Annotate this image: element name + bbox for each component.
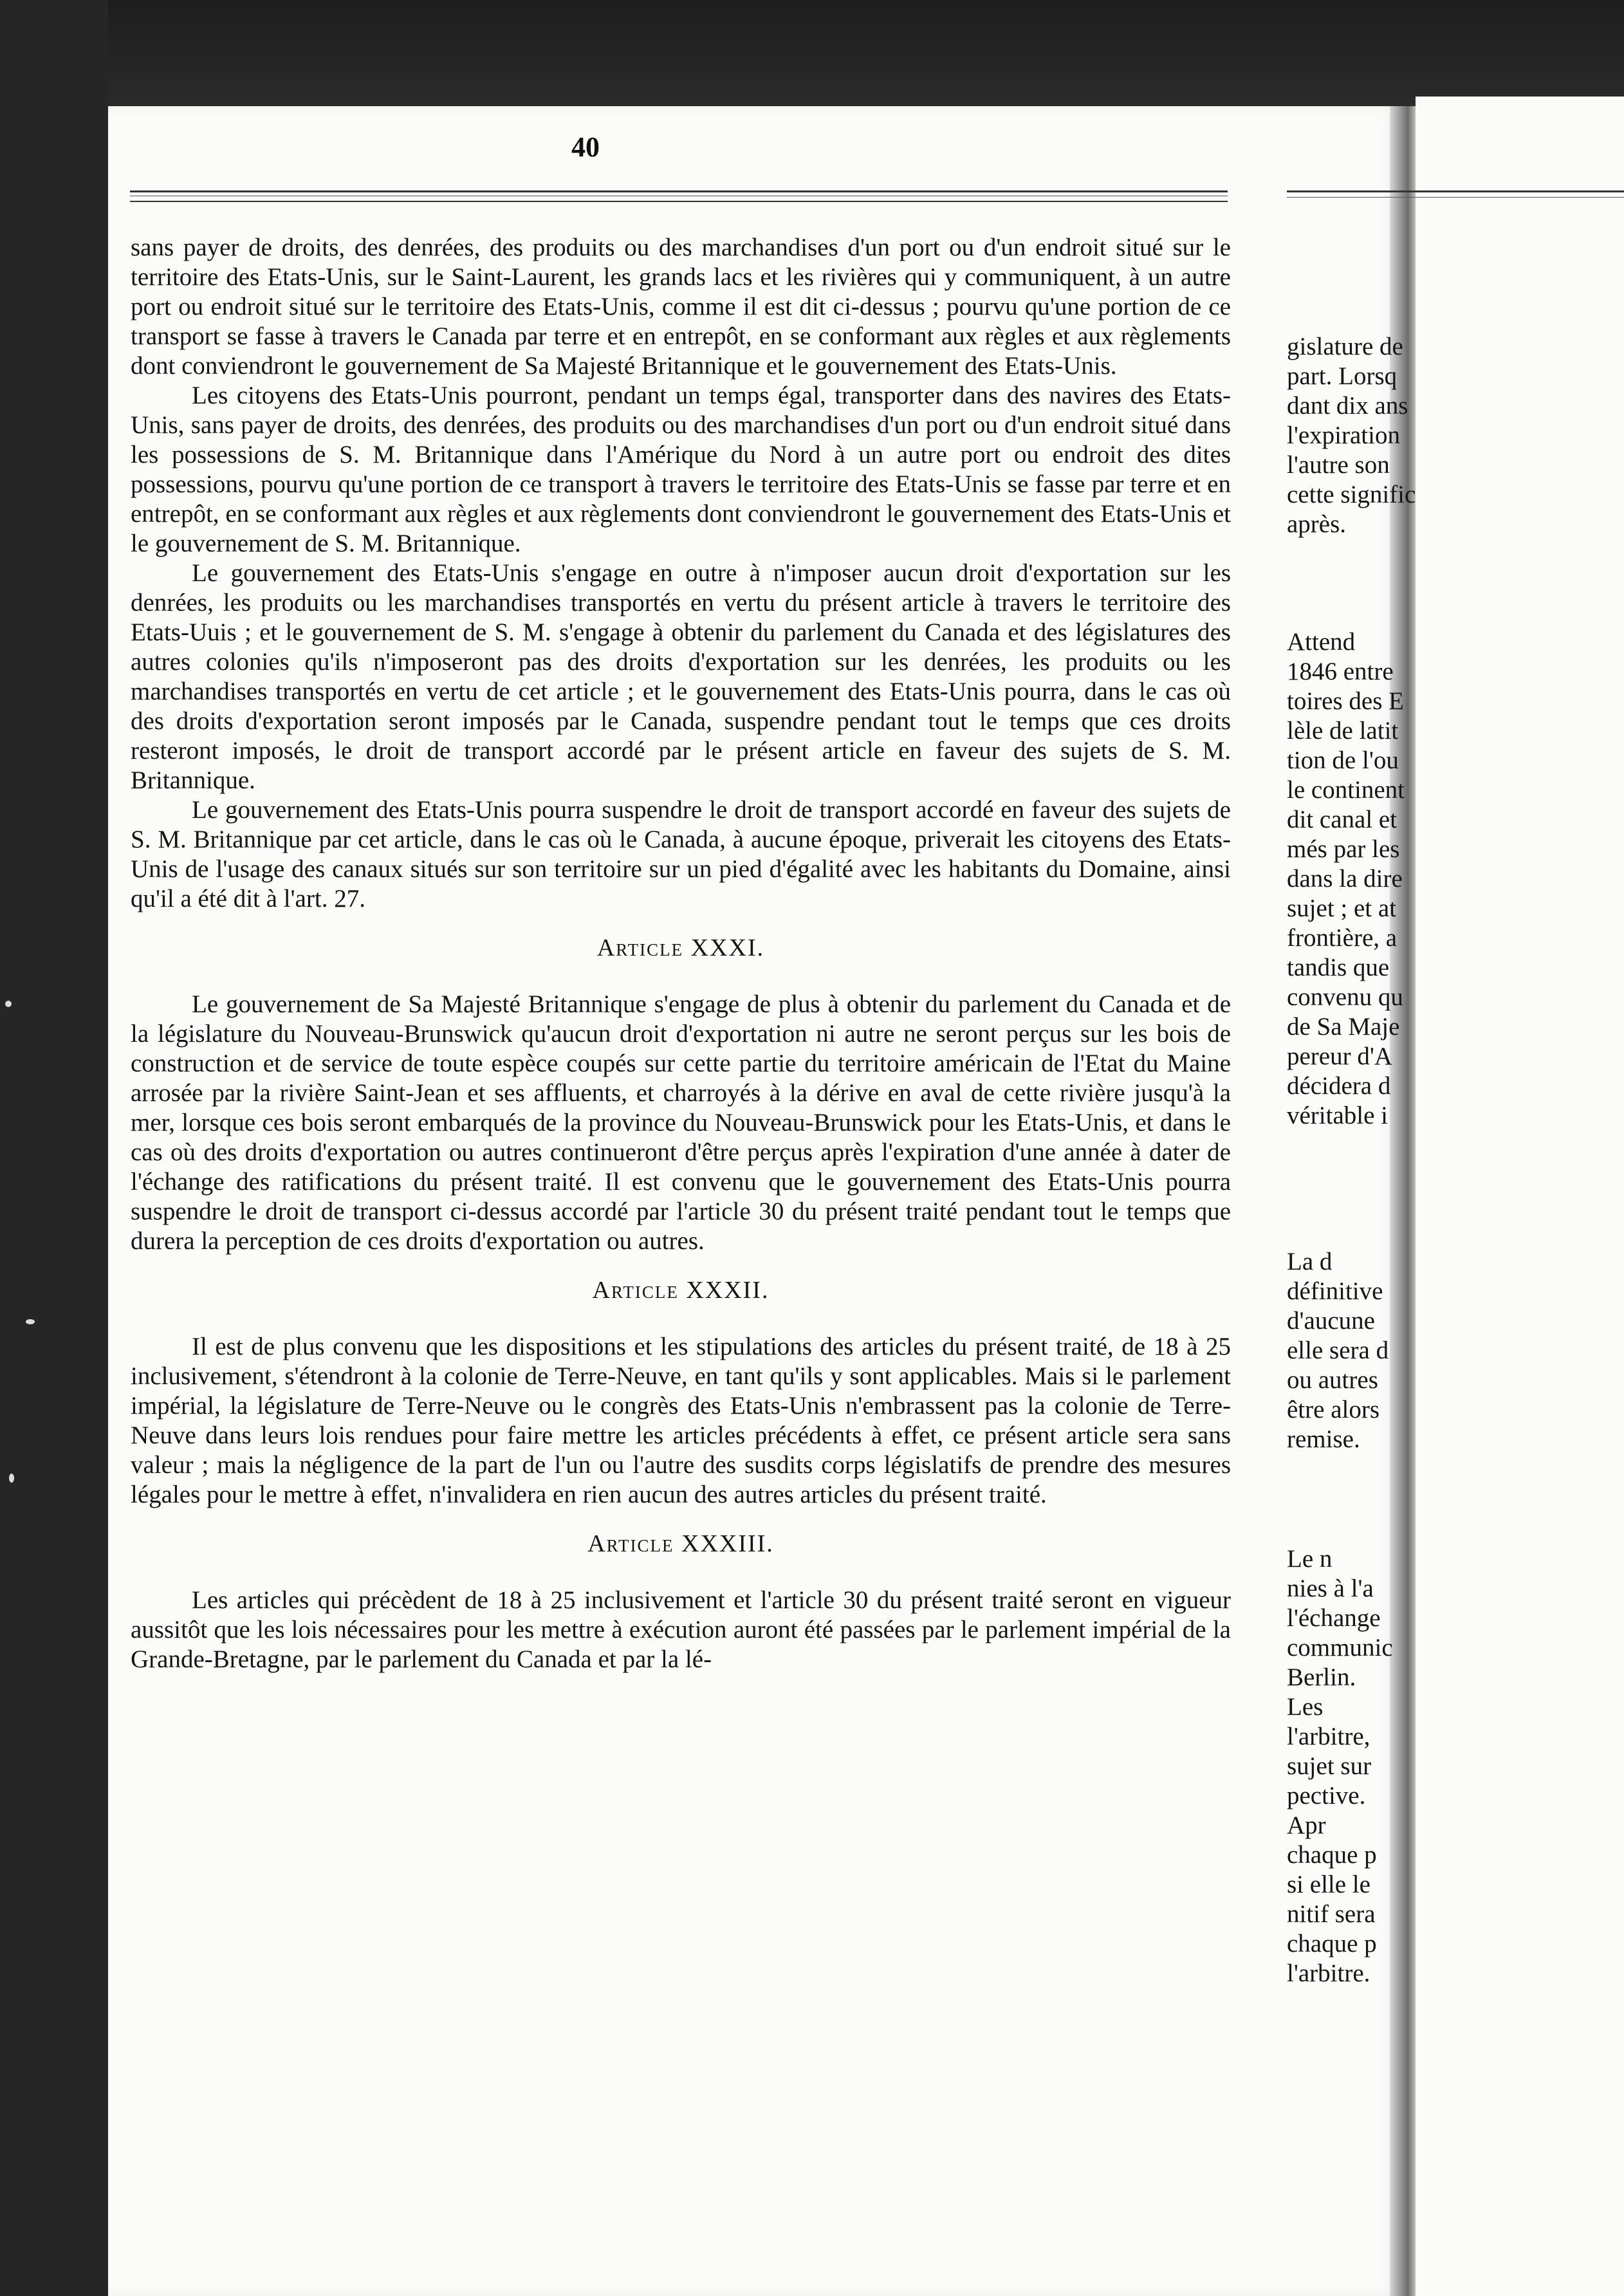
right-page-line: l'arbitre. [1287, 1959, 1370, 1987]
right-page-line: sujet sur [1287, 1752, 1372, 1780]
article-heading: Article XXXI. [596, 934, 765, 961]
article-heading: Article XXXIII. [587, 1530, 774, 1557]
page-number: 40 [571, 131, 600, 163]
scan-background-left [0, 0, 108, 2296]
right-page-line: le continent [1287, 776, 1405, 804]
scan-speck [9, 1474, 14, 1483]
right-page-line: frontière, a [1287, 924, 1398, 952]
right-page-line: 1846 entre [1287, 658, 1394, 685]
right-page-line: pective. [1287, 1782, 1366, 1810]
right-page-fragment [1287, 1247, 1624, 1454]
right-page-line: cette signific [1287, 481, 1416, 508]
article-heading: Article XXXII. [592, 1277, 770, 1304]
right-page-line: Les [1287, 1693, 1324, 1721]
right-page-line: Berlin. [1287, 1663, 1356, 1691]
right-page-line: nies à l'a [1287, 1575, 1374, 1602]
right-page-line: més par les [1287, 835, 1400, 863]
right-page-line: Apr [1287, 1811, 1326, 1839]
right-page-line: véritable i [1287, 1102, 1389, 1129]
right-page-line: tion de l'ou [1287, 746, 1399, 774]
right-page-line: décidera d [1287, 1072, 1391, 1100]
right-page-line: sujet ; et at [1287, 894, 1397, 922]
right-page-line: de Sa Maje [1287, 1013, 1400, 1041]
right-page-line: l'arbitre, [1287, 1723, 1370, 1750]
right-page-line: l'échange [1287, 1604, 1381, 1632]
scan-speck [26, 1319, 35, 1324]
right-page-line: chaque p [1287, 1930, 1377, 1958]
right-page-line: tandis que [1287, 954, 1390, 981]
right-page-line: nitif sera [1287, 1900, 1376, 1928]
right-page-fragment [1287, 332, 1624, 539]
right-page-fragment [1287, 627, 1624, 1131]
right-page-line: ou autres [1287, 1366, 1378, 1394]
right-page-line: lèle de latit [1287, 717, 1399, 745]
header-rule [130, 201, 1228, 202]
header-rule [130, 190, 1228, 192]
right-page-line: convenu qu [1287, 983, 1403, 1011]
right-page-line: d'aucune [1287, 1307, 1375, 1335]
right-page-line: si elle le [1287, 1871, 1370, 1898]
paragraph: Les citoyens des Etats-Unis pourront, pendant un temps égal, transporter dans des navires des Etats-Unis, sans payer de droits, des denrées, des produits ou des marchandises d'un port ou d'un endroit situé dans les possessions de S. M. Britannique dans l'Amérique du Nord à un autre port ou endroit des dites possessions, pourvu qu'une portion de ce transport à travers le territoire des Etats-Unis se fasse par terre et en entrepôt, en se conformant aux règles et aux règlements dont conviendront le gouvernement des Etats-Unis et le gouvernement de S. M. Britannique. [131, 382, 1231, 557]
right-page-header-rule [1287, 197, 1624, 198]
right-page-line: gislature de [1287, 333, 1403, 360]
right-page-line: part. Lorsq [1287, 362, 1398, 390]
right-page-line: elle sera d [1287, 1337, 1389, 1364]
right-page-line: définitive [1287, 1277, 1383, 1305]
right-page-line: après. [1287, 510, 1347, 538]
right-page-line: La d [1287, 1248, 1333, 1275]
right-page-line: l'expiration [1287, 421, 1400, 449]
paragraph: sans payer de droits, des denrées, des produits ou des marchandises d'un port ou d'un endroit situé sur le territoire des Etats-Unis, sur le Saint-Laurent, les grands lacs et les rivières qui y communiquent, à un autre port ou endroit situé sur le territoire des Etats-Unis, comme il est dit ci-dessus ; pourvu qu'une portion de ce transport se fasse à travers le Canada par terre et en entrepôt, en se conformant aux règles et aux règlements dont conviendront le gouvernement de Sa Majesté Britannique et le gouvernement des Etats-Unis. [131, 234, 1231, 380]
paragraph: Il est de plus convenu que les dispositions et les stipulations des articles du présent traité, de 18 à 25 inclusivement, s'étendront à la colonie de Terre-Neuve, en tant qu'ils y sont applicables. Mais si le parlement impérial, la législature de Terre-Neuve ou le congrès des Etats-Unis n'embrassent pas la colonie de Terre-Neuve dans leurs lois rendues pour faire mettre les articles précédents à effet, ce présent article sera sans valeur ; mais la négligence de la part de l'un ou l'autre des susdits corps législatifs de prendre des mesures légales pour le mettre à effet, n'invalidera en rien aucun des autres articles du présent traité. [131, 1333, 1231, 1508]
page-body-text [131, 233, 1231, 1674]
right-page-line: Le n [1287, 1545, 1333, 1573]
right-page-line: être alors [1287, 1396, 1380, 1423]
right-page-header-rule [1287, 190, 1624, 192]
right-page-line: l'autre son [1287, 451, 1390, 479]
paragraph: Les articles qui précèdent de 18 à 25 inclusivement et l'article 30 du présent traité seront en vigueur aussitôt que les lois nécessaires pour les mettre à exécution auront été passées par le parlement impérial de la Grande-Bretagne, par le parlement du Canada et par la lé- [131, 1586, 1231, 1673]
right-page-line: remise. [1287, 1425, 1360, 1453]
right-page-line: chaque p [1287, 1841, 1377, 1869]
right-page-line: toires des E [1287, 687, 1404, 715]
scan-speck [5, 1001, 12, 1007]
right-page-line: dit canal et [1287, 806, 1398, 833]
scan-background-top [0, 0, 1624, 109]
right-page-line: pereur d'A [1287, 1042, 1393, 1070]
right-page-line: dans la dire [1287, 865, 1403, 893]
right-page-line: Attend [1287, 628, 1356, 656]
paragraph: Le gouvernement des Etats-Unis s'engage en outre à n'imposer aucun droit d'exportation sur les denrées, les produits ou les marchandises transportés en vertu du présent article à travers le territoire des Etats-Uuis ; et le gouvernement de S. M. s'engage à obtenir du parlement du Canada et des législatures des autres colonies qu'ils n'imposeront pas des droits d'exportation sur les denrées, les produits ou les marchandises transportés en vertu de cet article ; et le gouvernement des Etats-Unis pourra, dans le cas où des droits d'exportation seront imposés par le Canada, suspendre pendant tout le temps que ces droits resteront imposés, le droit de transport accordé par le présent article en faveur des sujets de S. M. Britannique. [131, 559, 1231, 794]
right-page-line: communic [1287, 1634, 1393, 1662]
paragraph: Le gouvernement des Etats-Unis pourra suspendre le droit de transport accordé en faveur des sujets de S. M. Britannique par cet article, dans le cas où le Canada, à aucune époque, priverait les citoyens des Etats-Unis de l'usage des canaux situés sur son territoire sur un pied d'égalité avec les habitants du Domaine, ainsi qu'il a été dit à l'art. 27. [131, 796, 1231, 912]
right-page-line: dant dix ans [1287, 392, 1408, 420]
paragraph: Le gouvernement de Sa Majesté Britannique s'engage de plus à obtenir du parlement du Canada et de la législature du Nouveau-Brunswick qu'aucun droit d'exportation ni autre ne seront perçus sur les bois de construction et de service de toute espèce coupés sur cette partie du territoire américain de l'Etat du Maine arrosée par la rivière Saint-Jean et ses affluents, et charroyés à la dérive en aval de cette rivière jusqu'à la mer, lorsque ces bois seront embarqués de la province du Nouveau-Brunswick pour les Etats-Unis, et dans le cas où des droits d'exportation ou autres continueront d'être perçus après l'expiration d'une année à dater de l'échange des ratifications du présent traité. Il est convenu que le gouvernement des Etats-Unis pourra suspendre le droit de transport ci-dessus accordé par l'article 30 du présent traité pendant tout le temps que durera la perception de ces droits d'exportation ou autres. [131, 990, 1231, 1255]
right-page-fragment [1287, 1544, 1624, 1988]
